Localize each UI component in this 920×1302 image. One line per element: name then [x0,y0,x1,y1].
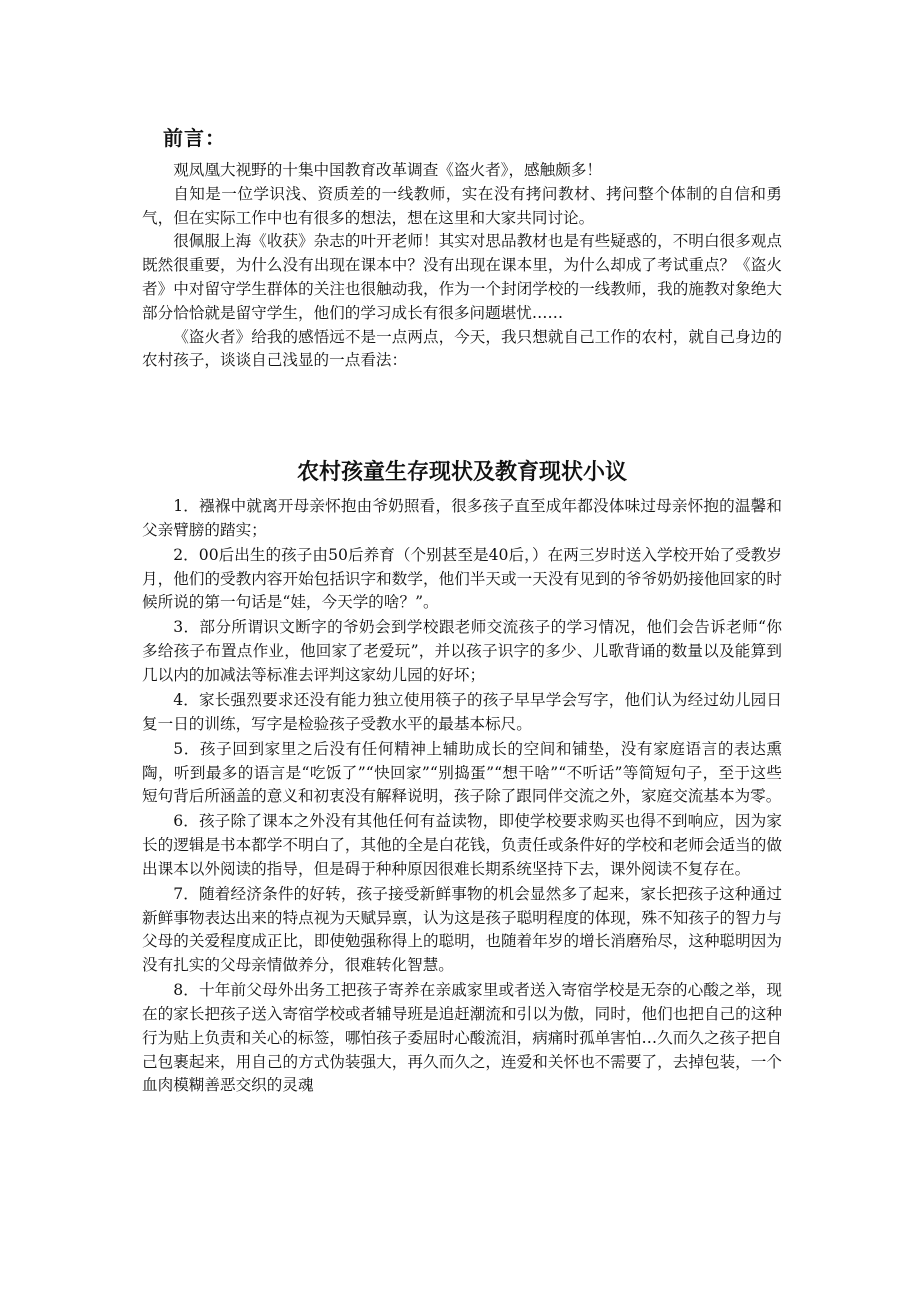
preface-paragraph: 很佩服上海《收获》杂志的叶开老师！其实对思品教材也是有些疑惑的，不明白很多观点既然很重要，为什么没有出现在课本中？没有出现在课本里，为什么却成了考试重点？《盗火者》中对留守学生群体的关注也很触动我，作为一个封闭学校的一线教师，我的施教对象绝大部分恰恰就是留守学生，他们的学习成长有很多问题堪忧…… [142,232,782,322]
article-paragraph-4: 4．家长强烈要求还没有能力独立使用筷子的孩子早早学会写字，他们认为经过幼儿园日复一日的训练，写字是检验孩子受教水平的最基本标尺。 [142,690,782,733]
article-title: 农村孩童生存现状及教育现状小议 [296,460,627,485]
article-body [142,495,782,1099]
preface-heading: 前言： [163,126,226,150]
article-paragraph-5: 5．孩子回到家里之后没有任何精神上辅助成长的空间和铺垫，没有家庭语言的表达熏陶，听到最多的语言是“吃饭了”“快回家”“别捣蛋”“想干啥”“不听话”等简短句子，至于这些短句背后所涵盖的意义和初衷没有解释说明，孩子除了跟同伴交流之外，家庭交流基本为零。 [142,739,782,806]
article-paragraph-7: 7．随着经济条件的好转，孩子接受新鲜事物的机会显然多了起来，家长把孩子这种通过新鲜事物表达出来的特点视为天赋异禀，认为这是孩子聪明程度的体现，殊不知孩子的智力与父母的关爱程度成正比，即使勉强称得上的聪明，也随着年岁的增长消磨殆尽，这种聪明因为没有扎实的父母亲情做养分，很难转化智慧。 [142,884,782,975]
article-paragraph-6: 6．孩子除了课本之外没有其他任何有益读物，即使学校要求购买也得不到响应，因为家长的逻辑是书本都学不明白了，其他的全是白花钱，负责任或条件好的学校和老师会适当的做出课本以外阅读的指导，但是碍于种种原因很难长期系统坚持下去，课外阅读不复存在。 [142,812,782,878]
article-paragraph-8: 8．十年前父母外出务工把孩子寄养在亲戚家里或者送入寄宿学校是无奈的心酸之举，现在的家长把孩子送入寄宿学校或者辅导班是追赶潮流和引以为傲，同时，他们也把自己的这种行为贴上负责和关心的标签，哪怕孩子委屈时心酸流泪，病痛时孤单害怕…久而久之孩子把自己包裹起来，用自己的方式伪装强大，再久而久之，连爱和关怀也不需要了，去掉包装，一个血肉模糊善恶交织的灵魂 [142,981,782,1095]
article-paragraph-3: 3．部分所谓识文断字的爷奶会到学校跟老师交流孩子的学习情况，他们会告诉老师“你多给孩子布置点作业，他回家了老爱玩”，并以孩子识字的多少、儿歌背诵的数量以及能算到几以内的加减法等标准去评判这家幼儿园的好坏； [142,618,782,684]
article-paragraph-1: 1．襁褓中就离开母亲怀抱由爷奶照看，很多孩子直至成年都没体味过母亲怀抱的温馨和父亲臂膀的踏实； [142,497,782,539]
preface-paragraph: 《盗火者》给我的感悟远不是一点两点，今天，我只想就自己工作的农村，就自己身边的农村孩子，谈谈自己浅显的一点看法： [142,327,782,370]
article-paragraph-2: 2．00后出生的孩子由50后养育（个别甚至是40后，）在两三岁时送入学校开始了受教岁月，他们的受教内容开始包括识字和数学，他们半天或一天没有见到的爷爷奶奶接他回家的时候所说的第一句话是“娃，今天学的啥？”。 [142,545,782,612]
preface-paragraph: 观凤凰大视野的十集中国教育改革调查《盗火者》，感触颇多！ [173,161,603,179]
preface-section [142,159,782,373]
preface-paragraph: 自知是一位学识浅、资质差的一线教师，实在没有拷问教材、拷问整个体制的自信和勇气，但在实际工作中也有很多的想法，想在这里和大家共同讨论。 [142,184,782,227]
